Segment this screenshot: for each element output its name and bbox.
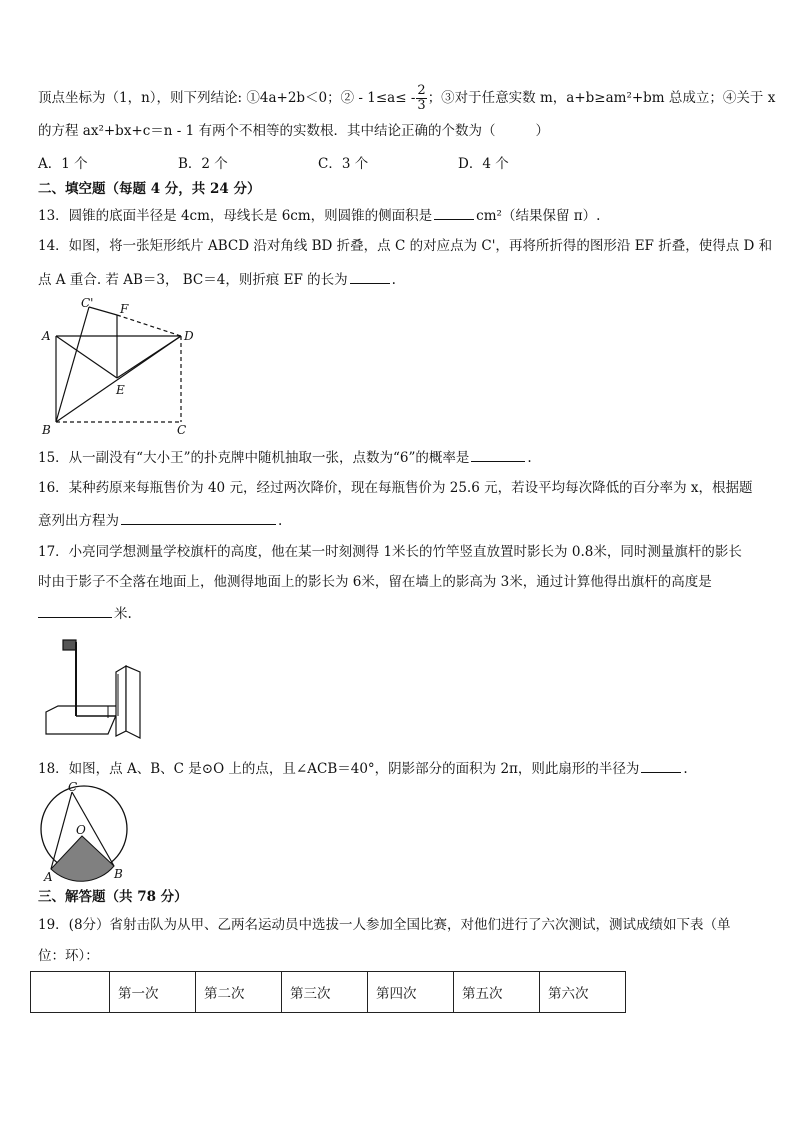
option-d: D．4 个	[458, 156, 509, 172]
q14-line2	[38, 269, 396, 290]
q12-text-d: ）	[535, 123, 550, 139]
q14-rectangle-fold-figure	[36, 293, 206, 438]
q15	[38, 447, 532, 468]
q14-text: 点 A 重合. 若 AB＝3， BC＝4，则折痕 EF 的长为	[38, 272, 348, 288]
label-c-prime: C'	[81, 296, 94, 310]
label-b: B	[42, 423, 51, 437]
section-fill-in-heading: 二、填空题（每题 4 分，共 24 分）	[38, 181, 261, 197]
option-c: C．3 个	[318, 156, 369, 172]
table-header-cell: 第一次	[110, 972, 196, 1013]
table-header-cell: 第四次	[368, 972, 454, 1013]
label-f: F	[120, 302, 129, 316]
label-c: C	[68, 780, 78, 794]
q15-period: .	[527, 450, 532, 466]
answer-blank[interactable]	[434, 205, 474, 220]
q15-text: 15．从一副没有“大小王”的扑克牌中随机抽取一张，点数为“6”的概率是	[38, 450, 470, 466]
q16-line1: 16．某种药原来每瓶售价为 40 元，经过两次降价，现在每瓶售价为 25.6 元，若设平均每次降低的百分率为 x，根据题	[38, 480, 753, 496]
table-header-cell: 第二次	[196, 972, 282, 1013]
fraction-denominator: 3	[417, 98, 426, 113]
q14-period: .	[391, 272, 396, 288]
q16-line2	[38, 510, 282, 531]
q17-unit: 米.	[114, 606, 132, 622]
q12-text-c: 的方程 ax²+bx+c＝n - 1 有两个不相等的实数根．其中结论正确的个数为（	[38, 123, 496, 139]
label-e: E	[116, 383, 125, 397]
q17-line3	[38, 603, 132, 624]
q13	[38, 205, 600, 226]
option-b: B．2 个	[178, 156, 228, 172]
q18-period: .	[683, 761, 688, 777]
table-header-row	[31, 972, 626, 1013]
q12-text-a: 顶点坐标为（1，n），则下列结论: ①4a+2b＜0；② - 1≤a≤ -	[38, 90, 416, 106]
q16-text: 意列出方程为	[38, 513, 119, 529]
answer-blank[interactable]	[641, 758, 681, 773]
score-table	[30, 971, 626, 1013]
q17-line2: 时由于影子不全落在地面上，他测得地面上的影长为 6米，留在墙上的影高为 3米，通过计算他得出旗杆的高度是	[38, 574, 712, 590]
label-a: A	[42, 329, 51, 343]
q12-line1	[38, 84, 775, 113]
label-b: B	[114, 867, 123, 881]
answer-blank[interactable]	[350, 269, 390, 284]
table-header-cell: 第六次	[540, 972, 626, 1013]
q14-line1: 14．如图，将一张矩形纸片 ABCD 沿对角线 BD 折叠，点 C 的对应点为 C'，再将所折得的图形沿 EF 折叠，使得点 D 和	[38, 238, 773, 254]
label-c: C	[177, 423, 187, 437]
q12-options	[38, 154, 598, 174]
table-header-cell: 第五次	[454, 972, 540, 1013]
answer-blank[interactable]	[121, 510, 276, 525]
q18	[38, 758, 688, 779]
answer-blank[interactable]	[38, 603, 112, 618]
q17-line1: 17．小亮同学想测量学校旗杆的高度，他在某一时刻测得 1米长的竹竿竖直放置时影长为 0.8米，同时测量旗杆的影长	[38, 544, 742, 560]
label-o: O	[76, 823, 86, 837]
fraction	[416, 84, 426, 113]
section-solution-heading: 三、解答题（共 78 分）	[38, 889, 188, 905]
q18-text: 18．如图，点 A、B、C 是⊙O 上的点，且∠ACB＝40°，阴影部分的面积为 2π，则此扇形的半径为	[38, 761, 640, 777]
q18-circle-sector-figure	[34, 780, 134, 884]
q17-flagpole-figure	[38, 636, 158, 742]
q19-line2: 位：环）：	[38, 948, 99, 964]
q12-text-b: ；③对于任意实数 m，a+b≥am²+bm 总成立；④关于 x	[427, 90, 776, 106]
q12-line2	[38, 121, 549, 141]
table-header-cell: 第三次	[282, 972, 368, 1013]
label-d: D	[184, 329, 194, 343]
q19-line1: 19．(8分）省射击队为从甲、乙两名运动员中选拔一人参加全国比赛，对他们进行了六次测试，测试成绩如下表（单	[38, 917, 731, 933]
fraction-numerator: 2	[417, 83, 426, 98]
option-a: A．1 个	[38, 156, 88, 172]
table-header-cell	[31, 972, 110, 1013]
q16-period: .	[278, 513, 283, 529]
q13-text: 13．圆锥的底面半径是 4cm，母线长是 6cm，则圆锥的侧面积是	[38, 208, 433, 224]
q13-unit: cm²（结果保留 π）.	[476, 208, 601, 224]
label-a: A	[44, 870, 53, 884]
answer-blank[interactable]	[471, 447, 525, 462]
